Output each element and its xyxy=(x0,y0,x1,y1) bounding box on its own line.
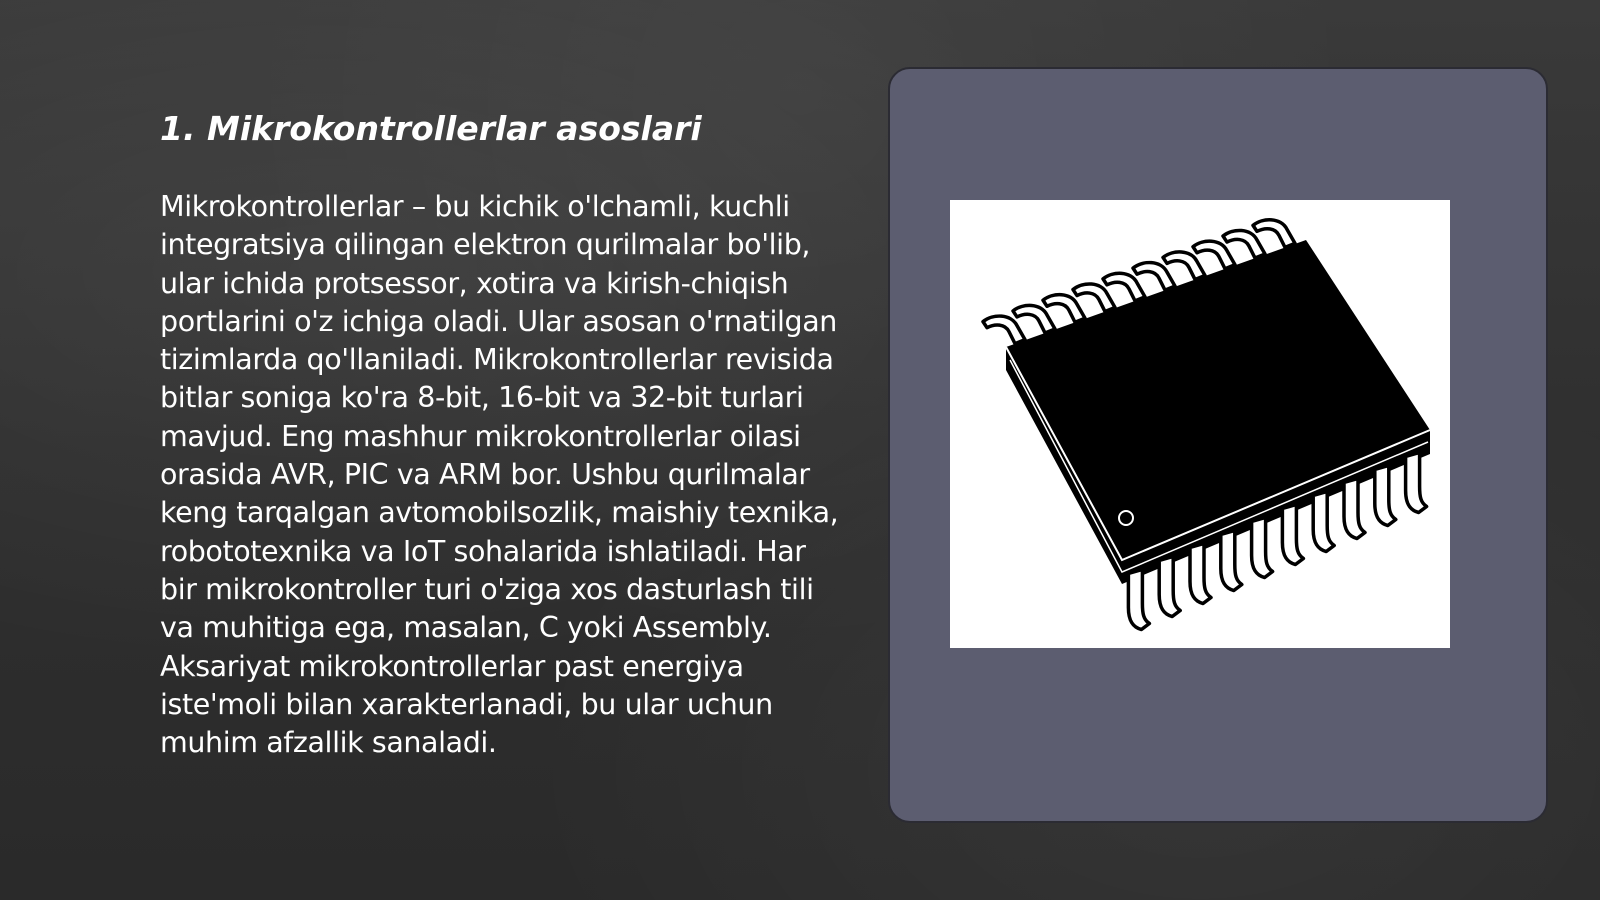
chip-pin xyxy=(1159,557,1180,617)
chip-pin xyxy=(1313,492,1334,552)
slide-body-text: Mikrokontrollerlar – bu kichik o'lchamli, kuchli integratsiya qilingan elektron qurilmalar bo'lib, ular ichida protsessor, xotira va kirish-chiqish portlarini o'z ichiga oladi. Ular asosan o'rnatilgan tizimlarda qo'llaniladi. Mikrokontrollerlar revisida bitlar soniga ko'ra 8-bit, 16-bit va 32-bit turlari mavjud. Eng mashhur mikrokontrollerlar oilasi orasida AVR, PIC va ARM bor. Ushbu qurilmalar keng tarqalgan avtomobilsozlik, maishiy texnika, robototexnika va IoT sohalarida ishlatiladi. Har bir mikrokontroller turi o'ziga xos dasturlash tili va muhitiga ega, masalan, C yoki Assembly. Aksariyat mikrokontrollerlar past energiya iste'moli bilan xarakterlanadi, bu ular uchun muhim afzallik sanaladi. xyxy=(160,190,839,760)
chip-pin xyxy=(1406,453,1427,513)
chip-pin xyxy=(1221,531,1242,591)
microchip-icon xyxy=(950,200,1450,648)
chip-pin xyxy=(1190,544,1211,604)
chip-image xyxy=(950,200,1450,648)
chip-pin xyxy=(1128,570,1149,630)
chip-pin xyxy=(1344,479,1365,539)
image-panel xyxy=(888,67,1548,823)
text-column xyxy=(160,105,850,762)
chip-pin xyxy=(983,316,1025,344)
chip-pin xyxy=(1375,466,1396,526)
slide-title: 1. Mikrokontrollerlar asoslari xyxy=(160,109,702,148)
chip-pin xyxy=(1252,518,1273,578)
chip-pin xyxy=(1282,505,1303,565)
